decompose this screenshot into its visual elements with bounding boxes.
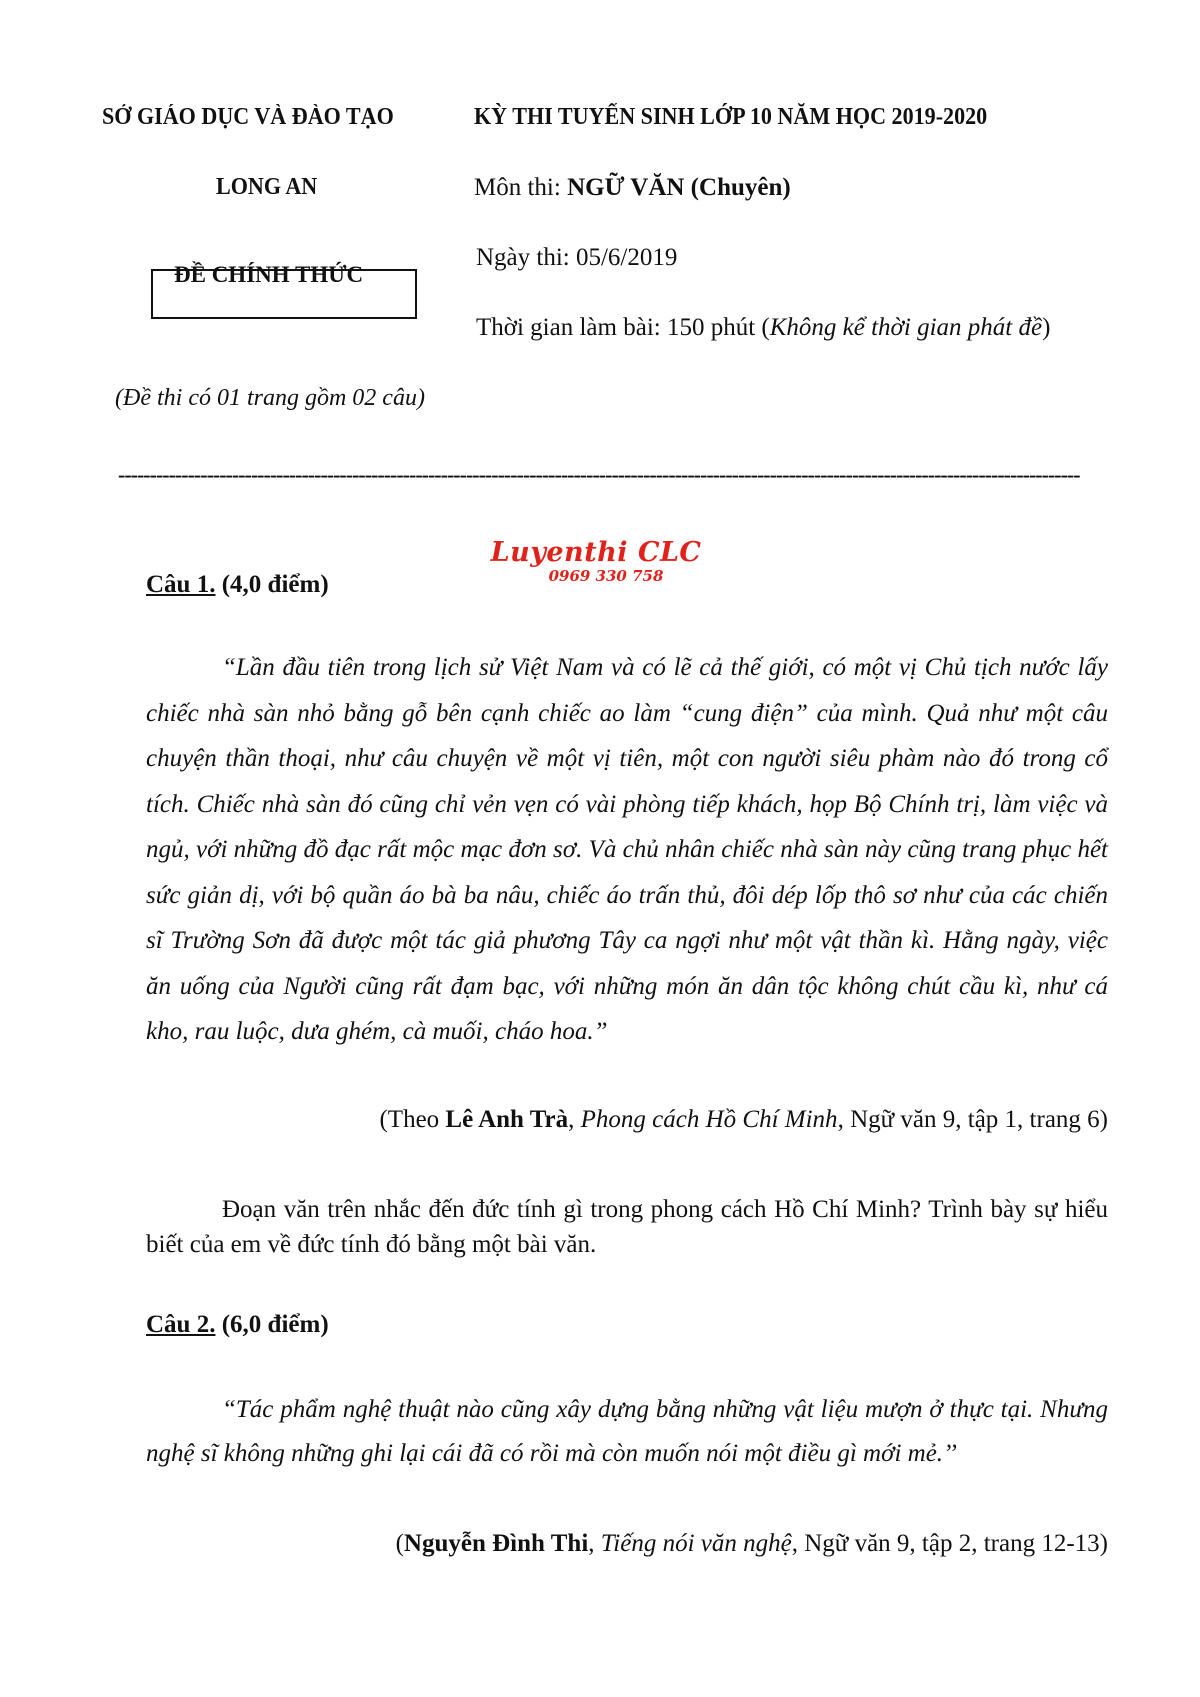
citation-open: ( (395, 1530, 404, 1557)
citation-work: Phong cách Hồ Chí Minh (580, 1106, 838, 1133)
question-1-quote: “Lần đầu tiên trong lịch sử Việt Nam và có lẽ cả thế giới, có một vị Chủ tịch nước lấy chiếc nhà sàn nhỏ bằng gỗ bên cạnh chiếc ao làm “cung điện” của mình. Quả như một câu chuyện thần thoại, như câu chuyện về một vị tiên, một con người siêu phàm nào đó trong cổ tích. Chiếc nhà sàn đó cũng chỉ vẻn vẹn có vài phòng tiếp khách, họp Bộ Chính trị, làm việc và ngủ, với những đồ đạc rất mộc mạc đơn sơ. Và chủ nhân chiếc nhà sàn này cũng trang phục hết sức giản dị, với bộ quần áo bà ba nâu, chiếc áo trấn thủ, đôi dép lốp thô sơ như của các chiến sĩ Trường Sơn đã được một tác giả phương Tây ca ngợi như một vật thần kì. Hằng ngày, việc ăn uống của Người cũng rất đạm bạc, với những món ăn dân tộc không chút cầu kì, như cá kho, rau luộc, dưa ghém, cà muối, cháo hoa.” (146, 654, 1108, 1045)
question-1-points: (4,0 điểm) (215, 571, 329, 598)
official-label: ĐỀ CHÍNH THỨC (174, 262, 364, 287)
question-1-heading (146, 571, 329, 599)
citation-author: Lê Anh Trà (445, 1106, 569, 1133)
citation-rest: , Ngữ văn 9, tập 2, trang 12-13) (791, 1530, 1108, 1557)
duration-label: Thời gian làm bài: 150 phút ( (476, 314, 770, 341)
duration-note: Không kể thời gian phát đề (769, 314, 1043, 341)
question-2-citation (396, 1530, 1108, 1558)
subject-value: NGỮ VĂN (Chuyên) (567, 174, 791, 201)
department-name: SỞ GIÁO DỤC VÀ ĐÀO TẠO (102, 104, 394, 130)
question-2-quote: “Tác phẩm nghệ thuật nào cũng xây dựng bằng những vật liệu mượn ở thực tại. Nhưng nghệ sĩ không những ghi lại cái đã có rồi mà còn muốn nói một điều gì mới mẻ.’’ (146, 1396, 1108, 1467)
exam-date: Ngày thi: 05/6/2019 (476, 244, 678, 271)
citation-work: Tiếng nói văn nghệ (600, 1530, 792, 1557)
separator-line: -------------------------------------------------------------------------------------------------------------------------------------------------------- (118, 462, 1080, 482)
question-2-heading (146, 1311, 329, 1339)
citation-sep: , (588, 1530, 601, 1557)
question-1-label: Câu 1. (146, 571, 216, 598)
subject-line (474, 174, 791, 202)
subject-label: Môn thi: (474, 174, 568, 201)
duration-close: ) (1042, 314, 1051, 341)
citation-sep: , (568, 1106, 581, 1133)
exam-duration (476, 314, 1050, 342)
province-name: LONG AN (216, 174, 318, 200)
pages-note: (Đề thi có 01 trang gồm 02 câu) (115, 385, 425, 411)
citation-rest: , Ngữ văn 9, tập 1, trang 6) (837, 1106, 1108, 1133)
watermark-logo (480, 538, 712, 598)
watermark-name: Luyenthi CLC (490, 537, 702, 568)
question-1-citation (379, 1106, 1108, 1134)
citation-open: (Theo (379, 1106, 446, 1133)
citation-author: Nguyễn Đình Thi (403, 1530, 589, 1557)
question-2-label: Câu 2. (146, 1311, 216, 1338)
question-2-points: (6,0 điểm) (215, 1311, 329, 1338)
exam-title: KỲ THI TUYỂN SINH LỚP 10 NĂM HỌC 2019-2020 (474, 104, 988, 130)
watermark-phone: 0969 330 758 (548, 567, 664, 585)
question-1-prompt: Đoạn văn trên nhắc đến đức tính gì trong phong cách Hồ Chí Minh? Trình bày sự hiểu biết của em về đức tính đó bằng một bài văn. (146, 1196, 1108, 1258)
